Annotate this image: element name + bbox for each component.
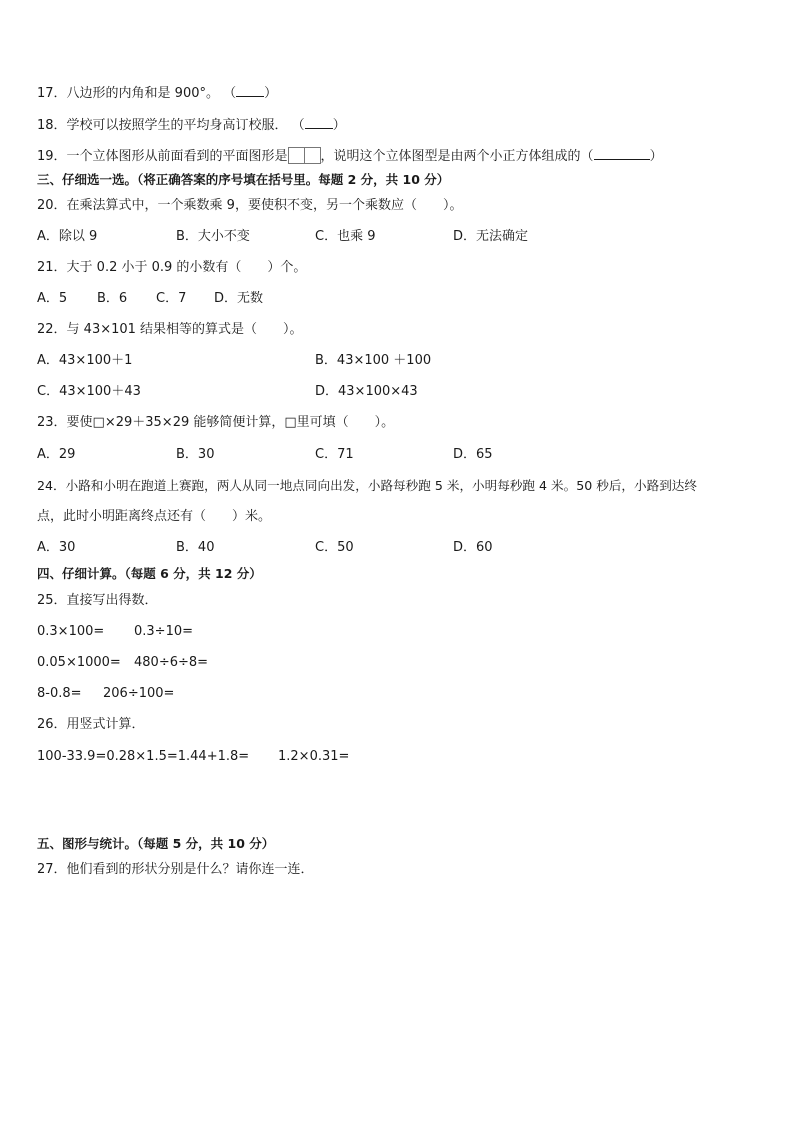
question-24-line-2: 点，此时小明距离终点还有（ ）米。 xyxy=(37,509,272,524)
question-19: 19．一个立体图形从前面看到的平面图形是 ，说明这个立体图型是由两个小正方体组成的（ ） xyxy=(37,145,663,166)
section-4-heading: 四、仔细计算。（每题 6 分，共 12 分） xyxy=(37,566,262,581)
question-25: 25．直接写出得数． xyxy=(37,593,158,608)
answer-blank-19[interactable] xyxy=(594,145,650,160)
question-23: 23．要使□×29＋35×29 能够简便计算，□里可填（ ）。 xyxy=(37,415,395,430)
section-3-heading: 三、仔细选一选。（将正确答案的序号填在括号里。每题 2 分，共 10 分） xyxy=(37,172,450,187)
q22-option-b[interactable]: B．43×100 ＋100 xyxy=(315,353,432,368)
q26-expr-1: 100-33.9=0.28×1.5=1.44+1.8= xyxy=(37,749,250,764)
q24-option-c[interactable]: C．50 xyxy=(315,540,354,555)
question-17: 17．八边形的内角和是 900°。 （ ） xyxy=(37,82,277,103)
q21-option-a[interactable]: A．5 xyxy=(37,291,68,306)
q21-option-d[interactable]: D．无数 xyxy=(214,291,264,306)
q20-option-c[interactable]: C．也乘 9 xyxy=(315,229,376,244)
question-17-text: 17．八边形的内角和是 900°。 （ xyxy=(37,86,237,101)
question-19-text-post: ，说明这个立体图型是由两个小正方体组成的（ xyxy=(320,149,594,164)
answer-blank-17[interactable] xyxy=(236,82,264,97)
q22-option-d[interactable]: D．43×100×43 xyxy=(315,384,418,399)
question-18: 18．学校可以按照学生的平均身高订校服． （ ） xyxy=(37,114,346,135)
question-21: 21．大于 0.2 小于 0.9 的小数有（ ）个。 xyxy=(37,260,307,275)
q20-option-d[interactable]: D．无法确定 xyxy=(453,229,529,244)
q21-option-c[interactable]: C．7 xyxy=(156,291,187,306)
q25-expr: 0.3÷10= xyxy=(134,624,194,639)
q25-expr: 8-0.8= xyxy=(37,686,82,701)
q20-option-b[interactable]: B．大小不变 xyxy=(176,229,250,244)
question-27: 27．他们看到的形状分别是什么？请你连一连． xyxy=(37,862,314,877)
q25-expr: 0.05×1000= xyxy=(37,655,121,670)
q24-option-d[interactable]: D．60 xyxy=(453,540,493,555)
q25-expr: 0.3×100= xyxy=(37,624,105,639)
q23-option-d[interactable]: D．65 xyxy=(453,447,493,462)
question-19-text-pre: 19．一个立体图形从前面看到的平面图形是 xyxy=(37,149,288,164)
two-squares-figure xyxy=(288,147,321,164)
q22-option-a[interactable]: A．43×100＋1 xyxy=(37,353,133,368)
question-26: 26．用竖式计算． xyxy=(37,717,145,732)
q24-option-b[interactable]: B．40 xyxy=(176,540,215,555)
question-20: 20．在乘法算式中，一个乘数乘 9，要使积不变，另一个乘数应（ ）。 xyxy=(37,198,463,213)
q22-option-c[interactable]: C．43×100＋43 xyxy=(37,384,141,399)
section-5-heading: 五、图形与统计。（每题 5 分，共 10 分） xyxy=(37,836,275,851)
q20-option-a[interactable]: A．除以 9 xyxy=(37,229,98,244)
answer-blank-18[interactable] xyxy=(305,114,333,129)
q26-expr-2: 1.2×0.31= xyxy=(278,749,350,764)
q23-option-b[interactable]: B．30 xyxy=(176,447,215,462)
question-24-line-1: 24．小路和小明在跑道上赛跑，两人从同一地点同向出发，小路每秒跑 5 米，小明每秒跑 4 米。50 秒后，小路到达终 xyxy=(37,478,697,493)
question-18-text: 18．学校可以按照学生的平均身高订校服． （ xyxy=(37,118,305,133)
q23-option-a[interactable]: A．29 xyxy=(37,447,76,462)
q24-option-a[interactable]: A．30 xyxy=(37,540,76,555)
question-22: 22．与 43×101 结果相等的算式是（ ）。 xyxy=(37,322,303,337)
q21-option-b[interactable]: B．6 xyxy=(97,291,128,306)
q23-option-c[interactable]: C．71 xyxy=(315,447,354,462)
q25-expr: 206÷100= xyxy=(103,686,175,701)
q25-expr: 480÷6÷8= xyxy=(134,655,209,670)
